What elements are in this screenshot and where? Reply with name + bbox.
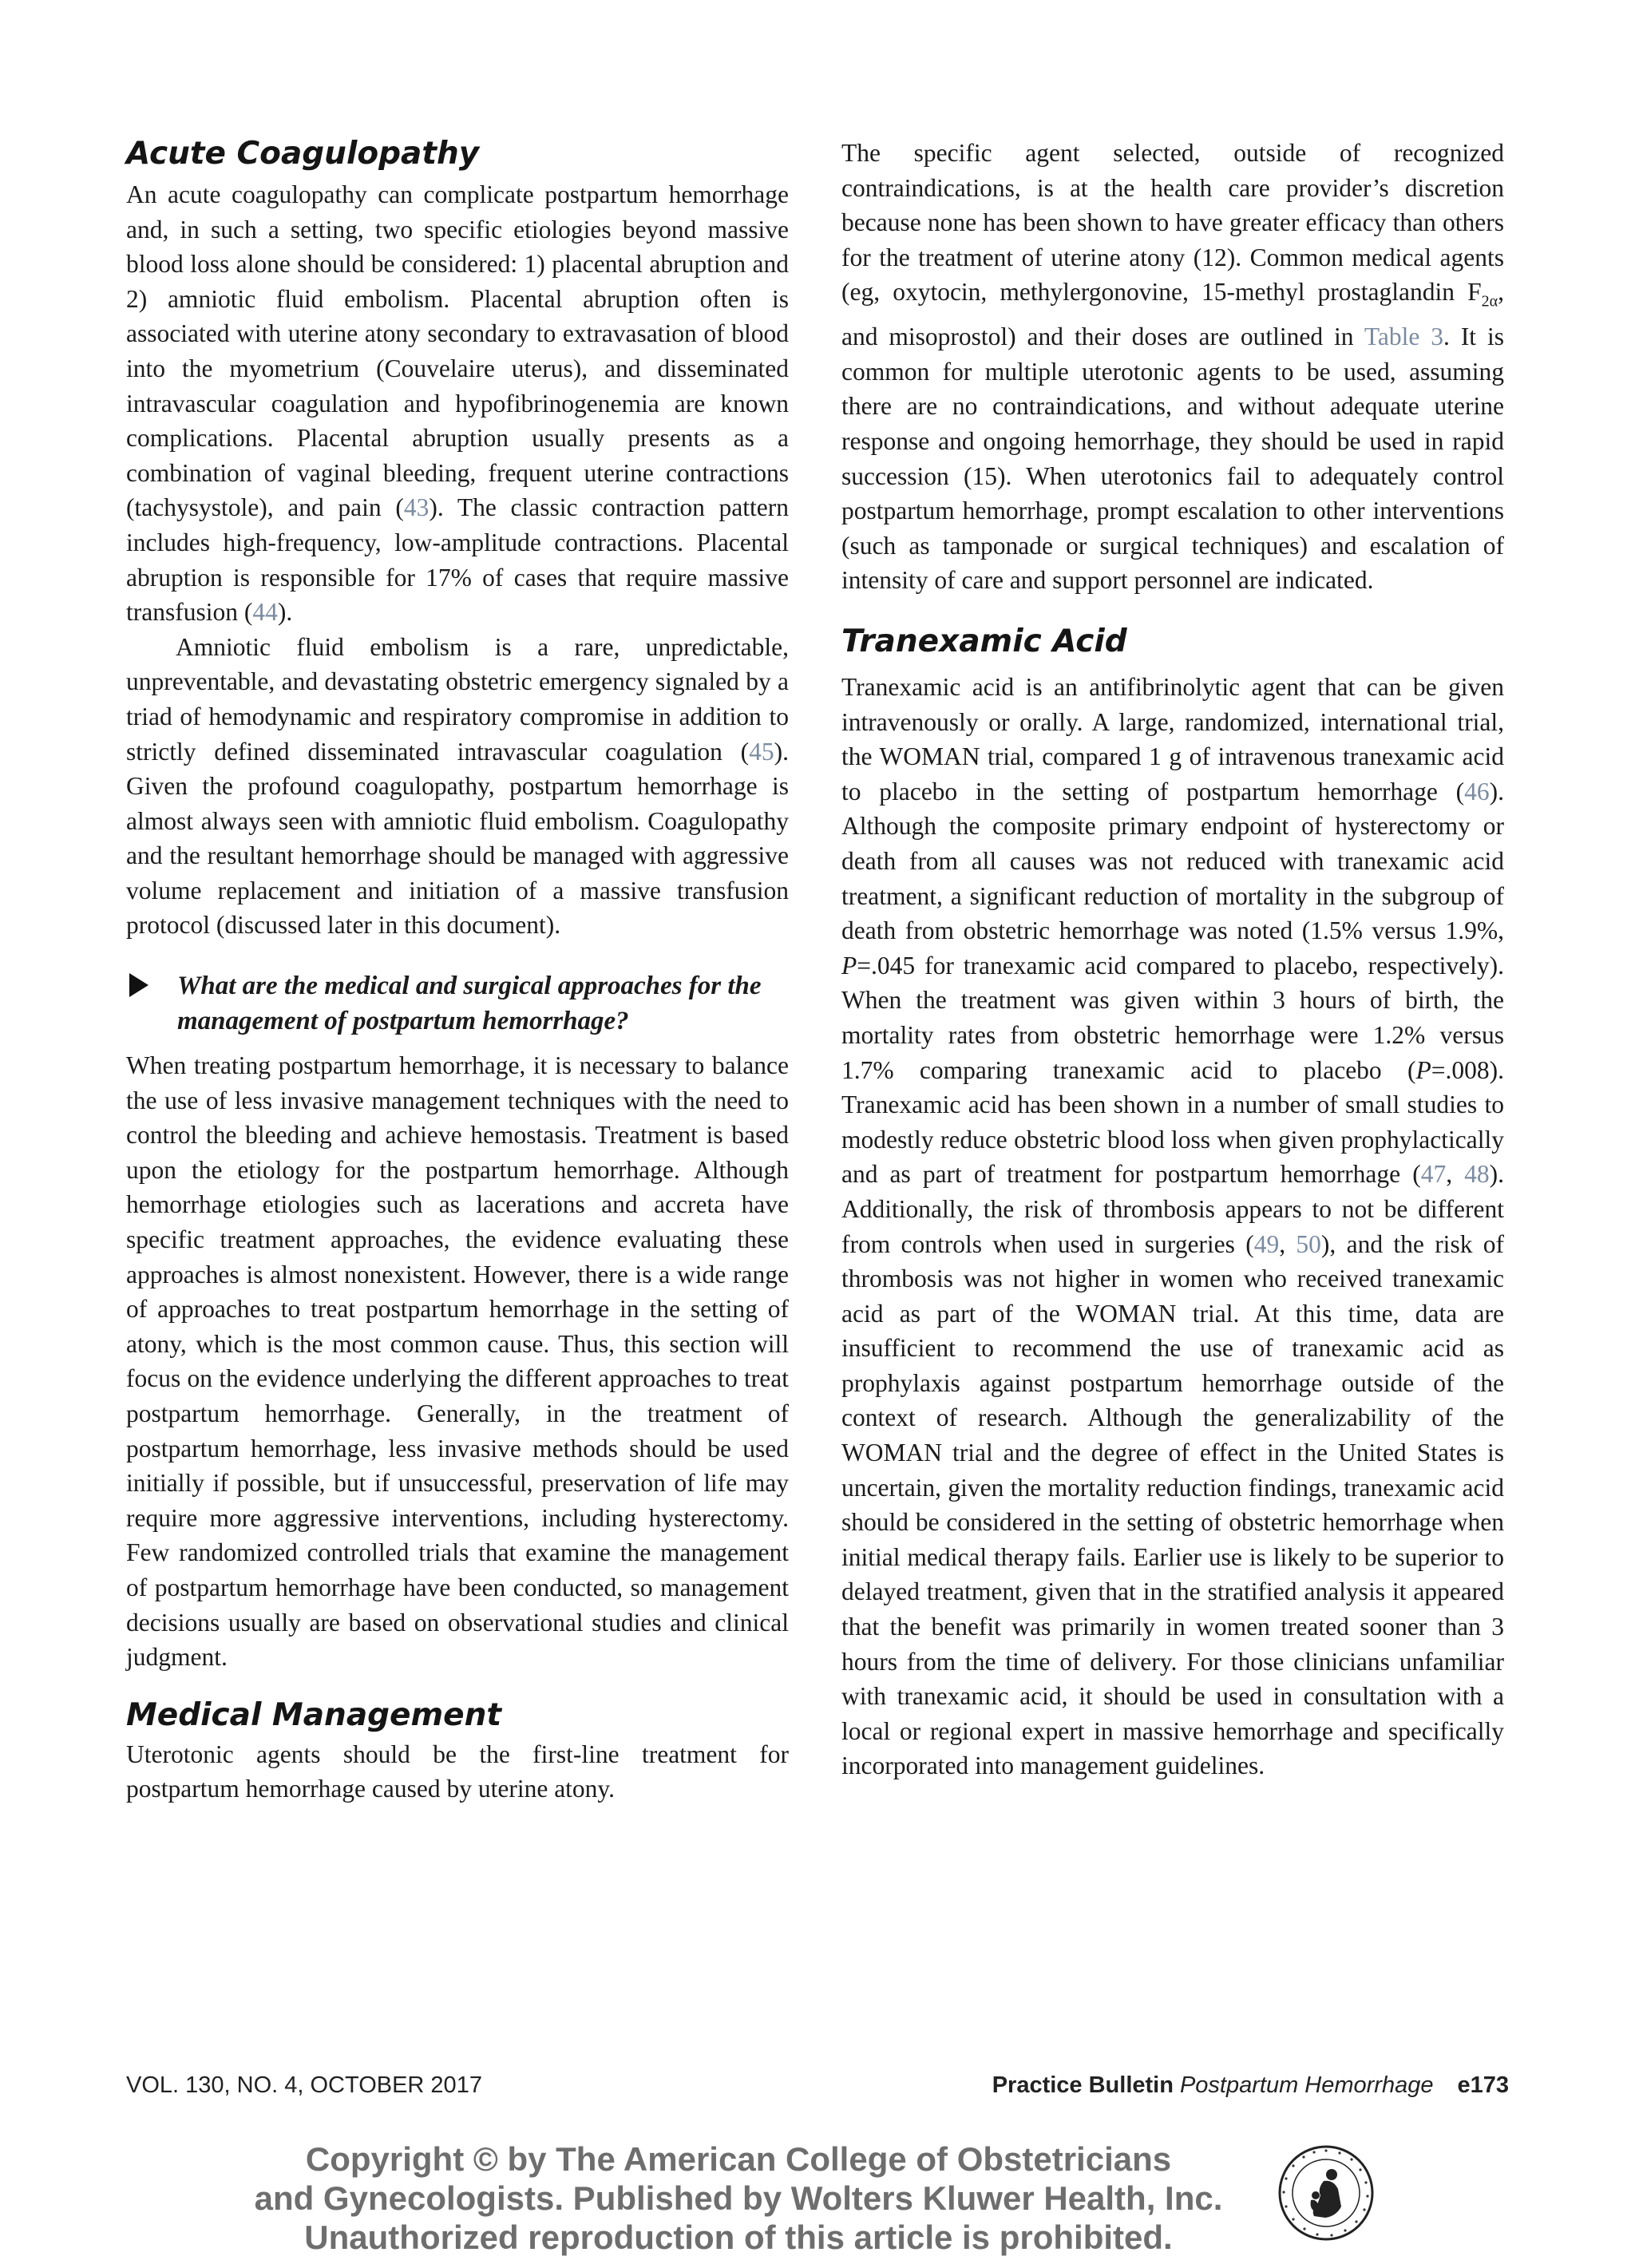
table-3-link[interactable]: Table 3 [1364,323,1444,351]
text: ). [277,598,293,627]
reference-link-45[interactable]: 45 [749,737,774,766]
text: The specific agent selected, outside of recognized contraindications, is at the health care provider’s discretion because none has been shown to have greater efficacy than others for the treatment of uterine atony (12). Common medical agents (eg, oxytocin, methylergonovine, 15-methyl prostaglandin F [841,139,1504,307]
reference-link-44[interactable]: 44 [252,598,278,627]
acog-seal-icon [1276,2143,1376,2243]
paragraph-acute-2 [126,630,789,943]
right-column [841,136,1504,1783]
text: , and misoprostol) and their doses are outlined in [841,278,1504,351]
p-value-symbol: P [1415,1055,1431,1084]
paragraph-agents [841,136,1504,598]
subscript-2alpha: 2α [1481,292,1498,311]
text: Tranexamic acid is an antifibrinolytic agent that can be given intravenously or orally. A large, randomized, international trial, the WOMAN trial, compared 1 g of intravenous tranexamic acid to placebo in the setting of postpartum hemorrhage ( [841,673,1504,805]
text: Amniotic fluid embolism is a rare, unpredictable, unpreventable, and devastating obstetric emergency signaled by a triad of hemodynamic and respiratory compromise in addition to strictly defined disseminated intravascular coagulation ( [126,632,789,766]
bulletin-label: Practice Bulletin [992,2072,1174,2098]
journal-issue: VOL. 130, NO. 4, OCTOBER 2017 [126,2072,482,2098]
reference-link-47[interactable]: 47 [1420,1160,1447,1189]
text: . It is common for multiple uterotonic agents to be used, assuming there are no contraindications, and without adequate uterine response and ongoing hemorrhage, they should be used in rapid succession (15). When uterotonics fail to adequately control postpartum hemorrhage, prompt escalation to other interventions (such as tamponade or surgical techniques) and escalation of intensity of care and support personnel are indicated. [841,323,1504,595]
separator: , [1446,1160,1465,1189]
text: ). The classic contraction pattern includes high-frequency, low-amplitude contractions. Placental abruption is responsible for 17% of cases that require massive transfusion ( [126,493,789,627]
heading-acute-coagulopathy: Acute Coagulopathy [126,136,480,172]
copyright-line-1: Copyright © by The American College of Obstetricians [305,2140,1172,2178]
text: ). Given the profound coagulopathy, postpartum hemorrhage is almost always seen with amniotic fluid embolism. Coagulopathy and the resultant hemorrhage should be managed with aggressive volume replacement and initiation of a massive transfusion protocol (discussed later in this document). [126,737,789,940]
heading-tranexamic-acid: Tranexamic Acid [841,623,1127,660]
left-column [126,134,789,1807]
text: =.045 for tranexamic acid compared to placebo, respectively). When the treatment was given within 3 hours of birth, the mortality rates from obstetric hemorrhage were 1.2% versus 1.7% comparing tranexamic acid to placebo ( [841,951,1504,1084]
reference-link-49[interactable]: 49 [1253,1229,1280,1258]
question-text: What are the medical and surgical approaches for the management of postpartum hemorrhage? [177,972,762,1036]
paragraph-tranexamic [841,670,1504,1783]
copyright-notice [200,2139,1277,2257]
reference-link-46[interactable]: 46 [1464,777,1490,805]
heading-medical-management: Medical Management [126,1696,501,1733]
p-value-symbol: P [841,951,857,980]
reference-link-48[interactable]: 48 [1464,1160,1490,1189]
reference-link-50[interactable]: 50 [1296,1229,1321,1258]
text: ). Additionally, the risk of thrombosis appears to not be different from controls when used in surgeries ( [841,1160,1504,1258]
running-title [992,2072,1509,2099]
triangle-bullet-icon [129,973,148,997]
text: An acute coagulopathy can complicate postpartum hemorrhage and, in such a setting, two specific etiologies beyond massive blood loss alone should be considered: 1) placental abruption and 2) amniotic fluid embolism. Placental abruption often is associated with uterine atony secondary to extravasation of blood into the myometrium (Couvelaire uterus), and disseminated intravascular coagulation and hypofibrinogenemia are known complications. Placental abruption usually presents as a combination of vaginal bleeding, frequent uterine contractions (tachysystole), and pain ( [126,180,789,522]
bulletin-title: Postpartum Hemorrhage [1179,2072,1434,2098]
paragraph-medical: Uterotonic agents should be the first-line treatment for postpartum hemorrhage caused by uterine atony. [126,1740,789,1803]
copyright-line-3: Unauthorized reproduction of this article is prohibited. [304,2219,1173,2256]
question-heading [126,968,789,1039]
page-footer [126,2072,1509,2104]
paragraph-acute-1 [126,177,789,630]
page-number: e173 [1457,2072,1509,2098]
text: ). Although the composite primary endpoint of hysterectomy or death from all causes was not reduced with tranexamic acid treatment, a significant reduction of mortality in the subgroup of death from obstetric hemorrhage was noted (1.5% versus 1.9%, [841,777,1504,945]
paragraph-treatment: When treating postpartum hemorrhage, it is necessary to balance the use of less invasive management techniques with the need to control the bleeding and achieve hemostasis. Treatment is based upon the etiology for the postpartum hemorrhage. Although hemorrhage etiologies such as lacerations and accreta have specific treatment approaches, the evidence evaluating these approaches is almost nonexistent. However, there is a wide range of approaches to treat postpartum hemorrhage in the setting of atony, which is the most common cause. Thus, this section will focus on the evidence underlying the different approaches to treat postpartum hemorrhage. Generally, in the treatment of postpartum hemorrhage, less invasive methods should be used initially if possible, but if unsuccessful, preservation of life may require more aggressive interventions, including hysterectomy. Few randomized controlled trials that examine the management of postpartum hemorrhage have been conducted, so management decisions usually are based on observational studies and clinical judgment. [126,1051,789,1672]
reference-link-43[interactable]: 43 [403,493,430,522]
separator: , [1279,1229,1297,1258]
text: ), and the risk of thrombosis was not higher in women who received tranexamic acid as part of the WOMAN trial. At this time, data are insufficient to recommend the use of tranexamic acid as prophylaxis against postpartum hemorrhage outside of the context of research. Although the generalizability of the WOMAN trial and the degree of effect in the United States is uncertain, given the mortality reduction findings, tranexamic acid should be considered in the setting of obstetric hemorrhage when initial medical therapy fails. Earlier use is likely to be superior to delayed treatment, given that in the stratified analysis it appeared that the benefit was primarily in women treated sooner than 3 hours from the time of delivery. For those clinicians unfamiliar with tranexamic acid, it should be used in consultation with a local or regional expert in massive hemorrhage and specifically incorporated into management guidelines. [841,1229,1505,1780]
text: =.008). Tranexamic acid has been shown in a number of small studies to modestly reduce obstetric blood loss when given prophylactically and as part of treatment for postpartum hemorrhage ( [841,1055,1504,1189]
copyright-line-2: and Gynecologists. Published by Wolters Kluwer Health, Inc. [254,2179,1223,2217]
